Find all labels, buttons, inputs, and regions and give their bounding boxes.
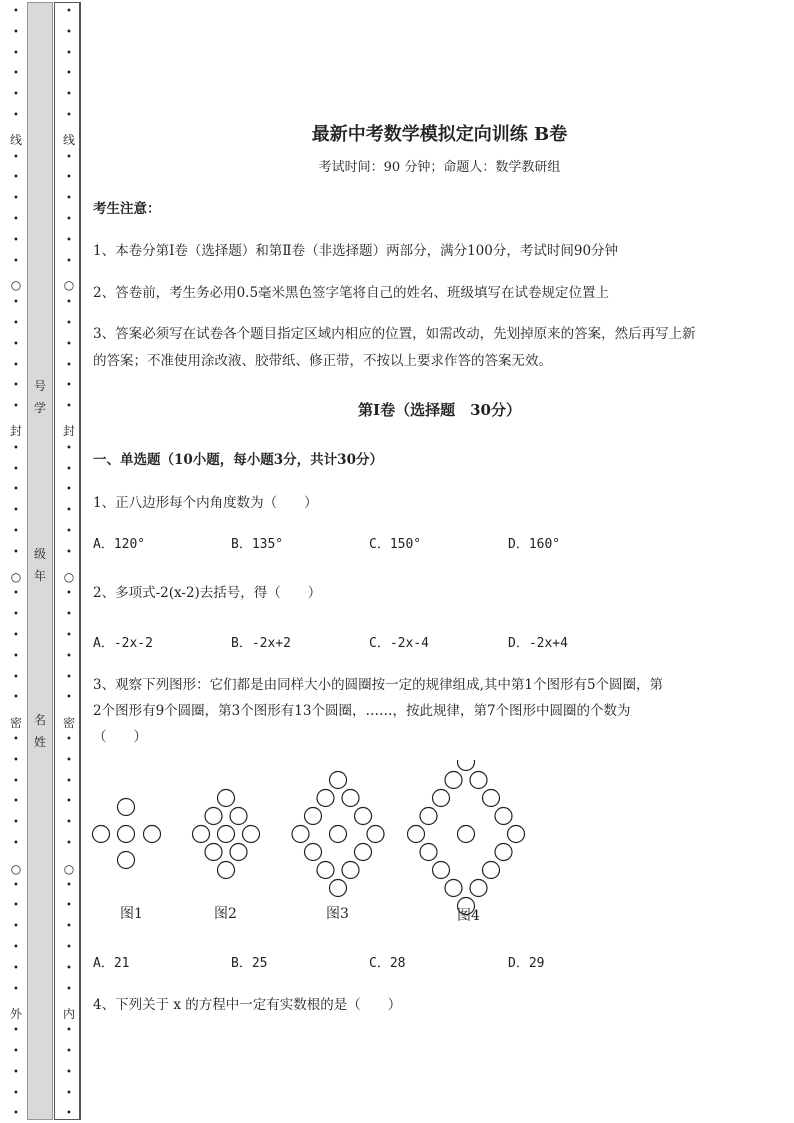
margin-mark: 密 bbox=[62, 716, 75, 730]
dot: • bbox=[13, 526, 19, 537]
right-dotted-line bbox=[59, 0, 79, 1123]
dot: • bbox=[66, 734, 72, 745]
margin-mark: 线 bbox=[9, 133, 22, 147]
margin-mark: ○ bbox=[10, 862, 22, 876]
pattern-circle bbox=[433, 862, 450, 879]
q2-option-a: A．-2x-2 bbox=[93, 636, 153, 651]
margin-mark: ○ bbox=[63, 862, 75, 876]
q3-option-a: A．21 bbox=[93, 956, 130, 971]
pattern-circle bbox=[445, 880, 462, 897]
dot: • bbox=[13, 297, 19, 309]
binding-margin bbox=[0, 0, 85, 1123]
dot: • bbox=[66, 318, 72, 329]
margin-mark: 内 bbox=[62, 1007, 75, 1021]
dot: • bbox=[13, 151, 19, 163]
dot: • bbox=[66, 1025, 72, 1037]
dot: • bbox=[66, 775, 72, 787]
pattern-circle bbox=[408, 826, 425, 843]
dot: • bbox=[66, 89, 72, 101]
pattern-circle bbox=[495, 808, 512, 825]
pattern-circle bbox=[483, 862, 500, 879]
pattern-circle bbox=[355, 808, 372, 825]
dot: • bbox=[66, 1108, 72, 1120]
dot: • bbox=[13, 1025, 19, 1037]
margin-mark: 线 bbox=[62, 133, 75, 147]
figure-label: 图3 bbox=[326, 906, 349, 922]
pattern-circle bbox=[230, 808, 247, 825]
field-char: 姓 bbox=[33, 735, 46, 749]
dot: • bbox=[13, 942, 19, 953]
dot: • bbox=[13, 879, 19, 891]
margin-mark: ○ bbox=[10, 278, 22, 292]
dot: • bbox=[13, 1087, 19, 1099]
dot: • bbox=[13, 442, 19, 454]
dot: • bbox=[66, 26, 72, 38]
dot: • bbox=[66, 193, 72, 205]
dot: • bbox=[13, 775, 19, 787]
dot: • bbox=[13, 630, 19, 641]
dot: • bbox=[13, 588, 19, 600]
dot: • bbox=[66, 921, 72, 933]
pattern-circle bbox=[292, 826, 309, 843]
notice-item: 1、本卷分第Ⅰ卷（选择题）和第Ⅱ卷（非选择题）两部分，满分100分，考试时间90分钟 bbox=[93, 243, 619, 259]
dot: • bbox=[13, 68, 19, 80]
dot: • bbox=[66, 442, 72, 454]
dot: • bbox=[66, 983, 72, 995]
dot: • bbox=[66, 1087, 72, 1099]
field-char: 名 bbox=[33, 713, 46, 727]
dot: • bbox=[66, 838, 72, 849]
dot: • bbox=[66, 817, 72, 829]
notice-item: 2、答卷前，考生务必用0.5毫米黑色签字笔将自己的姓名、班级填写在试卷规定位置上 bbox=[93, 285, 610, 301]
dot: • bbox=[13, 380, 19, 392]
dot: • bbox=[13, 110, 19, 121]
pattern-circle bbox=[420, 844, 437, 861]
q3-option-b: B．25 bbox=[231, 956, 268, 971]
dot: • bbox=[66, 546, 72, 558]
dot: • bbox=[13, 234, 19, 246]
pattern-circle bbox=[433, 790, 450, 807]
figure-label: 图2 bbox=[214, 906, 237, 922]
dot: • bbox=[66, 338, 72, 350]
dot: • bbox=[13, 6, 19, 17]
question-3-stem: 3、观察下列图形：它们都是由同样大小的圆圈按一定的规律组成,其中第1个图形有5个圆圈，第 bbox=[93, 677, 664, 693]
question-2-stem: 2、多项式-2(x-2)去括号，得（ ） bbox=[93, 585, 322, 601]
dot: • bbox=[13, 505, 19, 517]
dot: • bbox=[66, 484, 72, 496]
dot: • bbox=[66, 110, 72, 121]
pattern-circle bbox=[470, 772, 487, 789]
q1-option-d: D．160° bbox=[508, 537, 561, 552]
dot: • bbox=[13, 172, 19, 184]
pattern-circle bbox=[508, 826, 525, 843]
dot: • bbox=[66, 172, 72, 184]
q2-option-c: C．-2x-4 bbox=[369, 636, 429, 651]
dot: • bbox=[66, 359, 72, 371]
exam-title: 最新中考数学模拟定向训练 B卷 bbox=[311, 124, 568, 145]
dot: • bbox=[66, 463, 72, 475]
dot: • bbox=[13, 734, 19, 745]
pattern-circle bbox=[193, 826, 210, 843]
pattern-circle bbox=[305, 844, 322, 861]
dot: • bbox=[66, 1066, 72, 1078]
dot: • bbox=[66, 380, 72, 392]
left-dotted-line bbox=[6, 0, 26, 1123]
dot: • bbox=[66, 796, 72, 808]
dot: • bbox=[66, 1046, 72, 1057]
dot: • bbox=[13, 1108, 19, 1120]
notice-heading: 考生注意： bbox=[93, 201, 161, 217]
margin-mark: 外 bbox=[9, 1007, 22, 1021]
field-char: 号 bbox=[33, 379, 46, 393]
notice-item: 3、答案必须写在试卷各个题目指定区域内相应的位置，如需改动，先划掉原来的答案，然后再写上新 bbox=[93, 326, 696, 342]
margin-divider bbox=[80, 2, 81, 1120]
dot: • bbox=[13, 214, 19, 225]
pattern-circle bbox=[144, 826, 161, 843]
dot: • bbox=[13, 838, 19, 849]
dot: • bbox=[66, 630, 72, 641]
margin-mark: 密 bbox=[9, 716, 22, 730]
pattern-circle bbox=[445, 772, 462, 789]
dot: • bbox=[13, 650, 19, 662]
pattern-circle bbox=[317, 790, 334, 807]
dot: • bbox=[66, 214, 72, 225]
pattern-circle bbox=[218, 862, 235, 879]
circle-pattern-figure bbox=[88, 760, 548, 930]
margin-mark: 封 bbox=[9, 424, 22, 438]
pattern-circle bbox=[483, 790, 500, 807]
dot: • bbox=[13, 900, 19, 912]
dot: • bbox=[13, 463, 19, 475]
dot: • bbox=[13, 546, 19, 558]
figure-label: 图4 bbox=[457, 908, 480, 924]
dot: • bbox=[66, 588, 72, 600]
field-char: 学 bbox=[33, 401, 46, 415]
dot: • bbox=[13, 1046, 19, 1057]
q3-option-d: D．29 bbox=[508, 956, 545, 971]
q1-option-b: B．135° bbox=[231, 537, 284, 552]
dot: • bbox=[13, 255, 19, 267]
pattern-circle bbox=[243, 826, 260, 843]
notice-item: 的答案；不准使用涂改液、胶带纸、修正带，不按以上要求作答的答案无效。 bbox=[93, 353, 552, 369]
pattern-circle bbox=[317, 862, 334, 879]
pattern-circle bbox=[342, 862, 359, 879]
exam-subtitle: 考试时间：90 分钟；命题人：数学教研组 bbox=[318, 160, 561, 175]
question-3-stem: 2个图形有9个圆圈，第3个图形有13个圆圈，……，按此规律，第7个图形中圆圈的个数为 bbox=[93, 703, 631, 719]
dot: • bbox=[13, 318, 19, 329]
q2-option-d: D．-2x+4 bbox=[508, 636, 568, 651]
pattern-circle bbox=[218, 790, 235, 807]
dot: • bbox=[13, 962, 19, 974]
dot: • bbox=[66, 68, 72, 80]
margin-mark: ○ bbox=[63, 278, 75, 292]
pattern-circle bbox=[118, 799, 135, 816]
q1-option-a: A．120° bbox=[93, 537, 146, 552]
dot: • bbox=[66, 900, 72, 912]
dot: • bbox=[13, 983, 19, 995]
dot: • bbox=[13, 193, 19, 205]
dot: • bbox=[13, 671, 19, 683]
dot: • bbox=[66, 692, 72, 704]
question-4-stem: 4、下列关于 x 的方程中一定有实数根的是（ ） bbox=[93, 997, 402, 1013]
pattern-circle bbox=[218, 826, 235, 843]
dot: • bbox=[66, 505, 72, 517]
dot: • bbox=[13, 609, 19, 621]
dot: • bbox=[13, 359, 19, 371]
pattern-circle bbox=[355, 844, 372, 861]
dot: • bbox=[13, 692, 19, 704]
dot: • bbox=[13, 1066, 19, 1078]
field-char: 年 bbox=[33, 569, 46, 583]
dot: • bbox=[13, 401, 19, 413]
pattern-circle bbox=[495, 844, 512, 861]
dot: • bbox=[66, 879, 72, 891]
pattern-circle bbox=[420, 808, 437, 825]
q1-option-c: C．150° bbox=[369, 537, 422, 552]
dot: • bbox=[66, 526, 72, 537]
dot: • bbox=[66, 962, 72, 974]
dot: • bbox=[66, 234, 72, 246]
dot: • bbox=[66, 671, 72, 683]
pattern-circle bbox=[458, 826, 475, 843]
pattern-circle bbox=[230, 844, 247, 861]
pattern-circle bbox=[118, 826, 135, 843]
pattern-circle bbox=[93, 826, 110, 843]
pattern-circle bbox=[470, 880, 487, 897]
question-3-stem: （ ） bbox=[93, 729, 147, 745]
pattern-circle bbox=[342, 790, 359, 807]
pattern-circle bbox=[118, 852, 135, 869]
dot: • bbox=[66, 754, 72, 766]
dot: • bbox=[66, 650, 72, 662]
dot: • bbox=[13, 338, 19, 350]
dot: • bbox=[66, 47, 72, 59]
pattern-circle bbox=[330, 826, 347, 843]
q3-option-c: C．28 bbox=[369, 956, 406, 971]
section-heading: 第Ⅰ卷（选择题 30分） bbox=[358, 401, 521, 419]
question-1-stem: 1、正八边形每个内角度数为（ ） bbox=[93, 495, 318, 511]
dot: • bbox=[13, 47, 19, 59]
margin-mark: ○ bbox=[63, 570, 75, 584]
part-heading: 一、单选题（10小题，每小题3分，共计30分） bbox=[93, 452, 383, 468]
dot: • bbox=[13, 796, 19, 808]
dot: • bbox=[66, 6, 72, 17]
pattern-circle bbox=[458, 760, 475, 771]
pattern-circle bbox=[330, 772, 347, 789]
pattern-circle bbox=[367, 826, 384, 843]
dot: • bbox=[13, 484, 19, 496]
margin-mark: 封 bbox=[62, 424, 75, 438]
dot: • bbox=[66, 151, 72, 163]
dot: • bbox=[66, 609, 72, 621]
dot: • bbox=[66, 401, 72, 413]
pattern-circle bbox=[305, 808, 322, 825]
student-info-bar bbox=[27, 2, 53, 1120]
dot: • bbox=[13, 26, 19, 38]
dot: • bbox=[13, 817, 19, 829]
dot: • bbox=[66, 297, 72, 309]
q2-option-b: B．-2x+2 bbox=[231, 636, 291, 651]
figure-label: 图1 bbox=[120, 906, 143, 922]
pattern-circle bbox=[330, 880, 347, 897]
pattern-circle bbox=[205, 844, 222, 861]
dot: • bbox=[13, 921, 19, 933]
pattern-circle bbox=[205, 808, 222, 825]
margin-mark: ○ bbox=[10, 570, 22, 584]
dot: • bbox=[66, 255, 72, 267]
dot: • bbox=[13, 89, 19, 101]
dot: • bbox=[66, 942, 72, 953]
dot: • bbox=[13, 754, 19, 766]
field-char: 级 bbox=[33, 547, 46, 561]
